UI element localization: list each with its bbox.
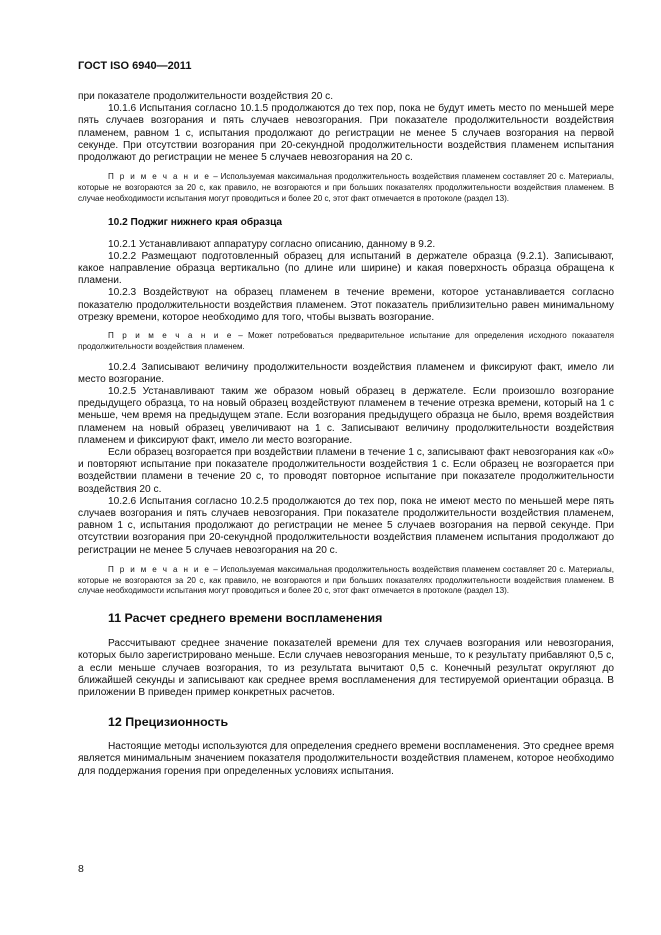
paragraph-10-2-2: 10.2.2 Размещают подготовленный образец для испытаний в держателе образца (9.2.1). Записывают, какое направление образца вертикально (по длине или ширине) и какая поверхность образца обращена к пламени. [78, 250, 614, 287]
standard-header: ГОСТ ISO 6940—2011 [78, 60, 192, 72]
note-1 [78, 172, 614, 204]
note-label: П р и м е ч а н и е [108, 564, 211, 574]
paragraph-10-2-3: 10.2.3 Воздействуют на образец пламенем в течение времени, которое устанавливается согласно показателю продолжительности воздействия пламенем. Этот показатель приблизительно равен минимальному отрезку времени, которое необходимо для того, чтобы вызвать возгорание. [78, 287, 614, 323]
section-heading-10-2: 10.2 Поджиг нижнего края образца [108, 216, 283, 228]
section-heading-12: 12 Прецизионность [108, 715, 229, 730]
paragraph-12: Настоящие методы используются для определения среднего времени воспламенения. Это среднее время является минимальным значением показателя продолжительности воздействия пламенем, которое необходимо для поддержания горения при определенных условиях испытания. [78, 741, 614, 777]
paragraph-11: Рассчитывают среднее значение показателей времени для тех случаев возгорания или невозгорания, которых было зарегистрировано меньше. Если случаев невозгорания меньше, то к результату прибавляют 0,5 с, а если меньше случаев возгорания, то из результата вычитают 0,5 с. Конечный результат округляют до ближайшей секунды и записывают как среднее время воспламенения для тестируемой ориентации образца. В приложении В приведен пример конкретных расчетов. [78, 638, 614, 699]
paragraph-continuation: при показателе продолжительности воздействия 20 с. [78, 91, 334, 102]
note-label: П р и м е ч а н и е [108, 172, 211, 182]
section-heading-11: 11 Расчет среднего времени воспламенения [108, 611, 383, 626]
note-2 [78, 331, 614, 353]
paragraph-10-2-5-continued: Если образец возгорается при воздействии пламени в течение 1 с, записывают факт невозгорания как «0» и повторяют испытание при показателе продолжительности воздействия 1 с. Если образец не возгорается при воздействии пламени в течение 20 с, то проводят повторное испытание при показателе продолжительности воздействия 20 с. [78, 447, 614, 495]
paragraph-10-2-5: 10.2.5 Устанавливают таким же образом новый образец в держателе. Если произошло возгорание предыдущего образца, то на новый образец воздействуют пламенем в течение отрезка времени, который на 1 с меньше, чем время на предыдущем этапе. Если возгорания предыдущего образца не было, время воздействия пламенем на новый образец увеличивают на 1 с. Записывают величину продолжительности воздействия пламенем и фиксируют факт, имело ли место возгорание. [78, 386, 614, 446]
document-page [78, 60, 614, 778]
note-label: П р и м е ч а н и е [108, 331, 233, 341]
note-3 [78, 565, 614, 597]
paragraph-10-2-6: 10.2.6 Испытания согласно 10.2.5 продолжаются до тех пор, пока не имеют место по меньшей мере пять случаев возгорания и пять случаев невозгорания. При показателе продолжительности воздействия пламенем, равном 1 с, испытания продолжают до регистрации не менее 5 случаев возгорания на первой секунде. При отсутствии возгорания при 20-секундной продолжительности воздействия пламенем испытания продолжают до регистрации не менее 5 случаев невозгорания на 20 с. [78, 495, 614, 556]
note-text: – Используемая максимальная продолжительность воздействия пламенем составляет 20 с. Материалы, которые не возгораются за 20 с, как правило, не возгораются и при больших показателях продолжительности воздействия пламенем. В случае необходимости испытания могут проводиться и более 20 с, этот факт отмечается в протоколе (раздел 13). [78, 564, 614, 596]
note-text: – Используемая максимальная продолжительность воздействия пламенем составляет 20 с. Материалы, которые не возгораются за 20 с, как правило, не возгораются и при больших показателях продолжительности воздействия пламенем. В случае необходимости испытания могут проводиться и более 20 с, этот факт отмечается в протоколе (раздел 13). [78, 172, 614, 203]
page-number: 8 [78, 863, 84, 875]
paragraph-10-1-6: 10.1.6 Испытания согласно 10.1.5 продолжаются до тех пор, пока не будут иметь место по меньшей мере пять случаев возгорания и пять случаев невозгорания. При показателе продолжительности воздействия пламенем, равном 1 с, испытания продолжают до регистрации не менее 5 случаев возгорания на первой секунде. При отсутствии возгорания при 20-секундной продолжительности воздействия пламенем испытания продолжают до регистрации не менее 5 случаев невозгорания на 20 с. [78, 103, 614, 164]
note-text: – Может потребоваться предварительное испытание для определения исходного показателя продолжительности воздействия пламенем. [78, 331, 614, 351]
paragraph-10-2-4: 10.2.4 Записывают величину продолжительности воздействия пламенем и фиксируют факт, имело ли место возгорание. [78, 361, 614, 385]
paragraph-10-2-1: 10.2.1 Устанавливают аппаратуру согласно описанию, данному в 9.2. [108, 238, 436, 250]
